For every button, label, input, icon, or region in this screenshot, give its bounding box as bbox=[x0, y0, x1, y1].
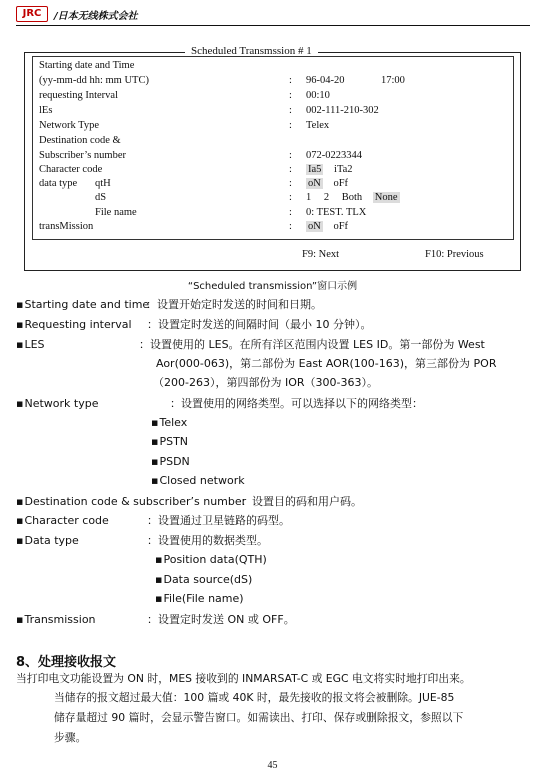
field-network-label: Network Type bbox=[39, 120, 100, 131]
item-les-desc2: Aor(000-063)，第二部份为 East AOR(100-163)，第三部份为 POR bbox=[156, 357, 497, 370]
data-option-file: ▪ File(File name) bbox=[155, 592, 244, 606]
data-option-qth: ▪ Position data(QTH) bbox=[155, 553, 267, 567]
item-les-desc3: （200-263），第四部份为 IOR（300-363）。 bbox=[153, 376, 378, 389]
ds-option-none[interactable]: None bbox=[374, 192, 398, 203]
field-interval-value[interactable]: 00:10 bbox=[306, 90, 330, 101]
item-req-desc: ：设置定时发送的间隔时间（最小 10 分钟）。 bbox=[147, 318, 372, 331]
item-start-label: ▪ Starting date and time bbox=[16, 298, 149, 312]
item-trans-label: ▪ Transmission bbox=[16, 613, 96, 627]
item-data-label: ▪ Data type bbox=[16, 534, 79, 548]
field-qth-label: qtH bbox=[95, 178, 111, 189]
item-trans-desc: ：设置定时发送 ON 或 OFF。 bbox=[147, 613, 295, 626]
ds-option-1[interactable]: 1 bbox=[306, 192, 312, 203]
qth-option-off[interactable]: oFf bbox=[333, 178, 349, 189]
item-dest-desc: ：设置目的码和用户码。 bbox=[241, 495, 362, 508]
ds-option-both[interactable]: Both bbox=[341, 192, 363, 203]
field-datetime-label: (yy-mm-dd hh: mm UTC) bbox=[39, 75, 149, 86]
section-para-2: 当储存的报文超过最大值：100 篇或 40K 时，最先接收的报文将会被删除。JUE-85 bbox=[54, 691, 455, 704]
field-network-value[interactable]: Telex bbox=[306, 120, 330, 131]
ds-option-2[interactable]: 2 bbox=[323, 192, 330, 203]
charcode-option-ita2[interactable]: iTa2 bbox=[334, 164, 353, 175]
field-les-value[interactable]: 002-111-210-302 bbox=[306, 105, 379, 116]
f10-previous-button[interactable]: F10: Previous bbox=[425, 249, 484, 260]
field-charcode-label: Character code bbox=[39, 164, 103, 175]
field-subscriber-label: Subscriber’s number bbox=[39, 150, 126, 161]
item-les-desc1: ：设置使用的 LES。在所有洋区范围内设置 LES ID。第一部份为 West bbox=[139, 338, 485, 351]
net-option-telex: ▪ Telex bbox=[151, 416, 187, 430]
item-char-desc: ：设置通过卫星链路的码型。 bbox=[147, 514, 290, 527]
data-option-ds: ▪ Data source(dS) bbox=[155, 573, 252, 587]
field-les-label: lEs bbox=[39, 105, 53, 116]
figure-caption: “Scheduled transmission”窗口示例 bbox=[187, 281, 358, 292]
field-transmission-label: transMission bbox=[39, 221, 94, 232]
field-filename-value[interactable]: 0: TEST. TLX bbox=[306, 207, 367, 218]
field-ds-label: dS bbox=[95, 192, 107, 203]
item-les-label: ▪ LES bbox=[16, 338, 45, 352]
field-date-value[interactable]: 96-04-20 bbox=[306, 75, 345, 86]
function-key-bar bbox=[32, 242, 512, 264]
settings-panel: Starting date and Time (yy-mm-dd hh: mm UTC) : 96-04-20 17:00 requesting Interval : 00:10 lEs : 002-111-210-302 Network Type : Telex Destination code & Subscriber’s number : 072-0223344 Character code : Ia5 iTa2 data type qtH : oN oFf dS : 1 2 Both None File name : 0: TEST. TLX transMission : oN oFf bbox=[32, 56, 514, 240]
field-start-label: Starting date and Time bbox=[39, 60, 135, 71]
transmission-option-off[interactable]: oFf bbox=[333, 221, 349, 232]
charcode-option-ia5[interactable]: Ia5 bbox=[308, 164, 322, 175]
section-para-3: 储存量超过 90 篇时，会显示警告窗口。如需读出、打印、保存或删除报文，参照以下 bbox=[54, 711, 464, 724]
item-dest-label: ▪ Destination code & subscriber’s number bbox=[16, 495, 246, 509]
field-subscriber-value[interactable]: 072-0223344 bbox=[306, 150, 362, 161]
item-req-label: ▪ Requesting interval bbox=[16, 318, 132, 332]
item-data-desc: ：设置使用的数据类型。 bbox=[147, 534, 268, 547]
page-number: 45 bbox=[267, 760, 278, 771]
screen-title: Scheduled Transmssion # 1 bbox=[185, 45, 318, 57]
transmission-option-on[interactable]: oN bbox=[308, 221, 321, 232]
f9-next-button[interactable]: F9: Next bbox=[302, 249, 340, 260]
net-option-closed: ▪ Closed network bbox=[151, 474, 245, 488]
section-para-4: 步骤。 bbox=[54, 731, 87, 744]
net-option-psdn: ▪ PSDN bbox=[151, 455, 190, 469]
scheduled-transmission-screen bbox=[24, 45, 521, 271]
field-interval-label: requesting Interval bbox=[39, 90, 119, 101]
field-time-value[interactable]: 17:00 bbox=[381, 75, 405, 86]
section-heading: 8、处理接收报文 bbox=[16, 655, 117, 670]
item-char-label: ▪ Character code bbox=[16, 514, 109, 528]
item-net-desc: ：设置使用的网络类型。可以选择以下的网络类型： bbox=[170, 397, 423, 410]
qth-option-on[interactable]: oN bbox=[308, 178, 321, 189]
field-datatype-label: data type bbox=[39, 178, 78, 189]
field-dest-label: Destination code & bbox=[39, 135, 121, 146]
item-net-label: ▪ Network type bbox=[16, 397, 98, 411]
jrc-logo: JRC bbox=[16, 6, 48, 22]
item-start-desc: ：设置开始定时发送的时间和日期。 bbox=[146, 298, 322, 311]
header-rule bbox=[16, 25, 530, 26]
section-para-1: 当打印电文功能设置为 ON 时，MES 接收到的 INMARSAT-C 或 EGC 电文将实时地打印出来。 bbox=[16, 672, 471, 685]
net-option-pstn: ▪ PSTN bbox=[151, 435, 188, 449]
company-name: /日本无线株式会社 bbox=[54, 11, 138, 22]
field-filename-label: File name bbox=[95, 207, 137, 218]
page-header bbox=[16, 6, 531, 24]
